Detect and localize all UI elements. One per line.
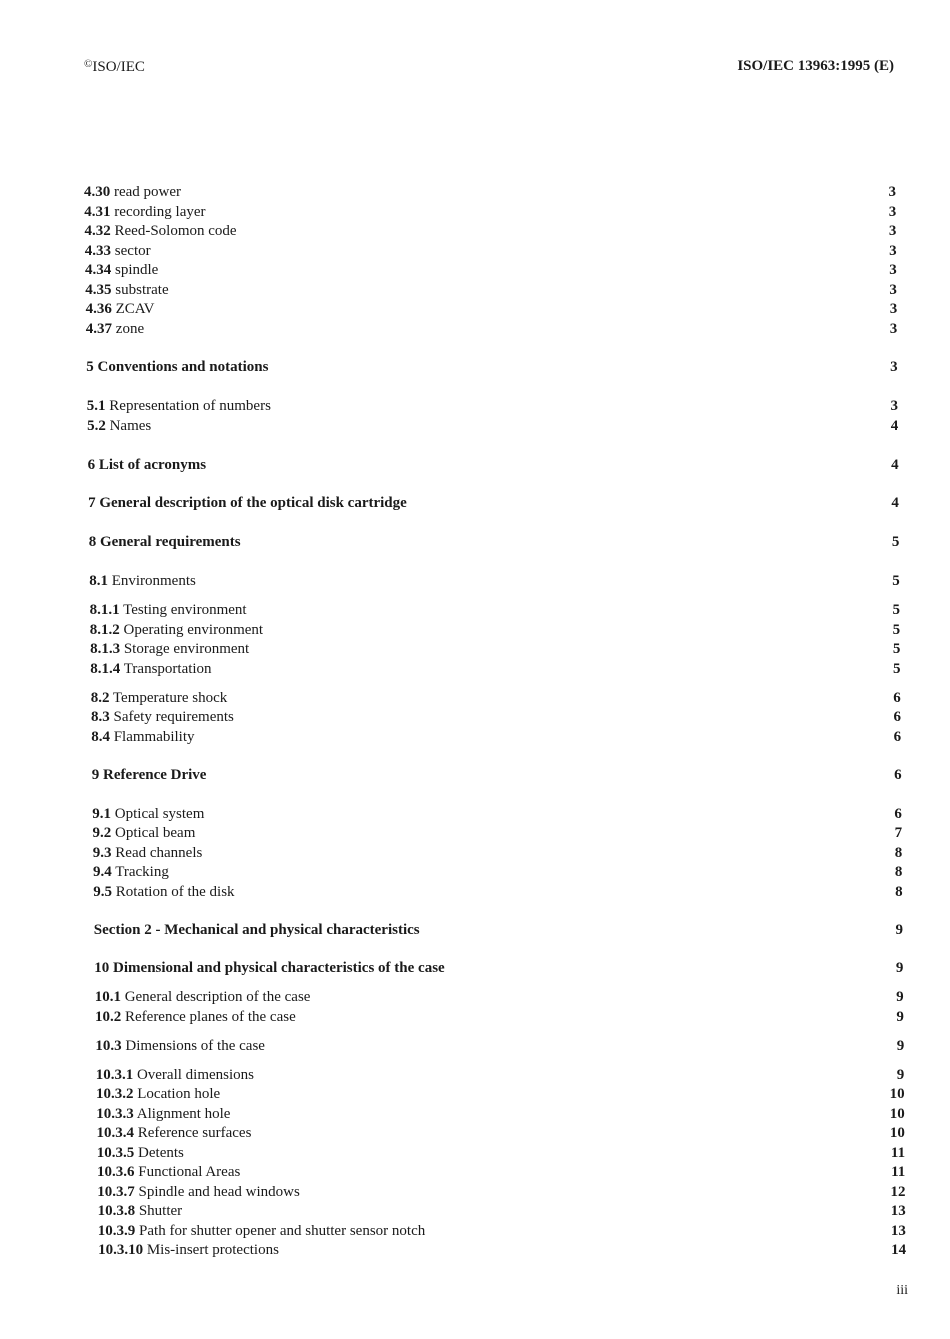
toc-entry (98, 1221, 906, 1241)
toc-entry-number: 10.1 (94, 989, 121, 1005)
toc-entry-title: Overall dimensions (136, 1067, 255, 1083)
toc-entry-page: 9 (896, 1009, 904, 1025)
toc-entry-title: Storage environment (123, 641, 250, 657)
toc-entry-number: 4.37 (85, 321, 113, 337)
toc-entry-title: ZCAV (115, 301, 155, 317)
toc-entry-number: 10.3 (95, 1038, 122, 1054)
toc-entry (89, 532, 900, 552)
toc-entry-page: 10 (889, 1086, 905, 1102)
toc-entry-number: 8.2 (90, 690, 110, 706)
toc-entry (96, 1084, 905, 1104)
toc-entry-label (88, 455, 206, 475)
toc-entry-number: 5 (86, 359, 94, 375)
toc-entry (87, 396, 898, 416)
toc-entry-title: Alignment hole (136, 1106, 231, 1122)
toc-entry-page: 3 (890, 398, 898, 414)
toc-entry-page: 6 (893, 729, 902, 745)
toc-entry-title: Read channels (115, 845, 203, 861)
toc-entry-page: 9 (895, 960, 904, 976)
toc-entry-label (93, 823, 196, 843)
toc-entry-page: 5 (892, 622, 901, 638)
toc-entry (89, 571, 900, 591)
toc-entry-title: Environments (111, 573, 196, 589)
toc-entry-number: 5.2 (87, 418, 106, 434)
toc-entry-label (93, 882, 234, 902)
toc-entry-page: 11 (890, 1145, 906, 1161)
toc-entry-number: 8.1.1 (89, 602, 120, 618)
toc-entry-number: 9 (91, 767, 100, 783)
toc-entry-page: 5 (892, 641, 901, 657)
toc-entry-label (92, 765, 207, 785)
toc-entry-title: Testing environment (123, 602, 247, 618)
toc-entry-title: spindle (115, 262, 159, 278)
page-number: iii (896, 1283, 908, 1298)
toc-entry-label (91, 727, 194, 747)
toc-entry-page: 6 (893, 690, 901, 706)
toc-entry-label (85, 221, 237, 241)
toc-entry-number: 10.3.10 (98, 1242, 144, 1258)
toc-entry-title: Tracking (115, 864, 169, 880)
toc-entry-label (90, 639, 249, 659)
toc-entry-number: 10 (94, 960, 110, 976)
toc-entry-label (96, 1084, 220, 1104)
toc-entry (84, 182, 896, 202)
toc-entry (93, 823, 903, 843)
toc-entry-number: 9.3 (92, 845, 112, 861)
toc-entry-number: 4.33 (84, 243, 112, 259)
toc-entry-label (91, 688, 228, 708)
toc-entry-label (98, 1201, 183, 1221)
toc-entry (98, 1240, 906, 1260)
copyright-symbol: © (84, 58, 93, 70)
toc-entry-label (87, 396, 271, 416)
toc-entry-number: 4.35 (85, 282, 112, 298)
toc-entry-label (93, 843, 203, 863)
toc-entry (95, 987, 904, 1007)
toc-entry-page: 5 (892, 573, 900, 589)
toc-entry-page: 5 (891, 534, 900, 550)
toc-entry-label (84, 202, 205, 222)
toc-entry-title: Location hole (137, 1086, 221, 1102)
toc-entry-number: 10.3.9 (97, 1223, 136, 1239)
toc-entry-number: 4.36 (85, 301, 112, 317)
toc-entry (94, 920, 903, 940)
toc-entry-page: 8 (894, 845, 903, 861)
toc-entry-number: 4.30 (84, 184, 111, 200)
toc-entry-number: 9.5 (93, 884, 113, 900)
toc-entry-page: 3 (889, 262, 897, 278)
header-left-text: ISO/IEC (92, 59, 145, 75)
toc-entry (86, 357, 897, 377)
toc-entry-label (85, 260, 158, 280)
toc-entry (94, 958, 903, 978)
toc-entry-page: 4 (891, 495, 899, 511)
toc-entry-number: 10.3.5 (96, 1145, 135, 1161)
toc-entry-page: 6 (894, 806, 902, 822)
toc-entry-title: Path for shutter opener and shutter sensor notch (139, 1223, 426, 1239)
toc-entry (85, 280, 897, 300)
toc-entry-page: 4 (890, 418, 899, 434)
toc-entry (90, 600, 900, 620)
toc-entry-number: 10.3.2 (96, 1086, 134, 1102)
toc-entry (91, 727, 901, 747)
toc-entry-page: 7 (894, 825, 903, 841)
toc-entry-label (97, 1143, 184, 1163)
toc-entry-number: 8.4 (91, 729, 110, 745)
toc-entry-page: 6 (893, 709, 901, 725)
toc-entry-label (90, 620, 263, 640)
toc-entry-label (89, 571, 196, 591)
toc-entry (90, 639, 900, 659)
toc-entry-label (85, 241, 151, 261)
toc-entry-title: zone (115, 321, 145, 337)
toc-entry-label (98, 1221, 425, 1241)
toc-entry-label (86, 319, 144, 339)
toc-entry-title: General description of the case (124, 989, 311, 1005)
toc-entry-label (91, 707, 234, 727)
toc-entry (91, 707, 901, 727)
toc-entry-title: Rotation of the disk (115, 884, 235, 900)
toc-entry-title: Detents (138, 1145, 184, 1161)
toc-entry-number: 8.1.2 (89, 622, 120, 638)
toc-entry-label (90, 600, 247, 620)
toc-entry-title: Reference surfaces (137, 1125, 252, 1141)
toc-entry-page: 10 (889, 1125, 905, 1141)
toc-entry-label (94, 958, 444, 978)
toc-entry-number: 10.3.3 (96, 1106, 134, 1122)
toc-entry (93, 882, 902, 902)
toc-entry-label (86, 299, 155, 319)
toc-entry-label (85, 280, 168, 300)
toc-entry (85, 260, 897, 280)
toc-entry-title: Dimensions of the case (125, 1038, 265, 1054)
toc-entry (95, 1007, 904, 1027)
toc-entry-title: recording layer (114, 204, 206, 220)
toc-entry-label (95, 1036, 265, 1056)
toc-entry (97, 1182, 905, 1202)
toc-entry-page: 9 (895, 922, 903, 938)
toc-entry-page: 3 (889, 282, 897, 298)
toc-entry-page: 3 (889, 301, 898, 317)
toc-entry-number: 6 (87, 457, 96, 473)
toc-entry-title: Functional Areas (138, 1164, 241, 1180)
toc-entry (97, 1123, 905, 1143)
toc-entry-number: 8.3 (91, 709, 110, 725)
toc-entry (85, 221, 897, 241)
toc-entry-label (88, 493, 407, 513)
toc-entry-page: 12 (890, 1184, 906, 1200)
toc-entry-label (97, 1123, 252, 1143)
toc-entry-page: 9 (896, 989, 904, 1005)
toc-entry (85, 241, 897, 261)
toc-entry-label (97, 1162, 240, 1182)
toc-entry-page: 3 (889, 243, 897, 259)
toc-entry-title: Reference planes of the case (125, 1009, 296, 1025)
toc-entry-label (92, 804, 204, 824)
toc-entry-number: 4.32 (84, 223, 111, 239)
toc-entry-number: 10.3.6 (97, 1164, 135, 1180)
toc-entry (88, 455, 899, 475)
toc-entry-number: 10.2 (95, 1009, 122, 1025)
toc-entry-number: 8.1 (89, 573, 108, 589)
toc-entry (97, 1143, 905, 1163)
toc-entry-page: 8 (894, 864, 903, 880)
toc-entry-page: 3 (890, 359, 898, 375)
toc-entry-label (96, 1104, 230, 1124)
toc-entry-number: 10.3.4 (96, 1125, 134, 1141)
toc-entry-label (98, 1240, 279, 1260)
toc-entry-number: 9.1 (92, 806, 112, 822)
toc-entry-number: 10.3.1 (95, 1067, 134, 1083)
toc-entry-title: Dimensional and physical characteristics of the case (113, 960, 445, 976)
toc-entry-title: General description of the optical disk cartridge (99, 495, 407, 511)
toc-entry-label (93, 862, 169, 882)
toc-entry-number: Section 2 - (93, 922, 161, 938)
toc-entry (88, 493, 899, 513)
toc-entry-title: Transportation (123, 661, 212, 677)
toc-entry (91, 688, 901, 708)
toc-entry-title: Temperature shock (112, 690, 228, 706)
toc-entry-page: 13 (890, 1223, 906, 1239)
toc-entry-title: Mis-insert protections (146, 1242, 279, 1258)
toc-entry-title: read power (114, 184, 182, 200)
toc-entry-number: 10.3.7 (97, 1184, 135, 1200)
toc-entry-page: 11 (891, 1164, 906, 1180)
toc-entry (95, 1036, 904, 1056)
toc-entry-label (95, 1007, 296, 1027)
toc-entry-label (94, 920, 420, 940)
toc-entry-title: Representation of numbers (109, 398, 271, 414)
toc-entry-label (89, 532, 241, 552)
toc-entry-number: 4.31 (84, 204, 111, 220)
toc-entry-title: Reed-Solomon code (114, 223, 237, 239)
toc-entry-page: 14 (891, 1242, 907, 1258)
toc-entry-page: 9 (896, 1038, 905, 1054)
toc-entry-number: 9.4 (93, 864, 112, 880)
toc-entry-number: 4.34 (85, 262, 112, 278)
toc-entry-page: 3 (888, 223, 897, 239)
toc-entry-label (96, 1065, 254, 1085)
toc-entry-page: 4 (891, 457, 899, 473)
toc-entry-label (95, 987, 311, 1007)
toc-entry-title: substrate (115, 282, 169, 298)
toc-entry-title: Conventions and notations (97, 359, 269, 375)
header-document-id: ISO/IEC 13963:1995 (E) (737, 58, 894, 74)
toc-entry-page: 8 (895, 884, 903, 900)
toc-entry (97, 1162, 905, 1182)
toc-entry-title: Operating environment (123, 622, 264, 638)
toc-entry-page: 3 (888, 184, 896, 200)
toc-entry-title: Spindle and head windows (138, 1184, 300, 1200)
toc-entry-title: Reference Drive (103, 767, 207, 783)
toc-entry-title: Mechanical and physical characteristics (164, 922, 420, 938)
toc-entry (86, 319, 898, 339)
toc-entry-page: 6 (894, 767, 902, 783)
toc-entry-label (97, 1182, 299, 1202)
toc-entry-page: 10 (889, 1106, 905, 1122)
toc-entry-title: Optical system (114, 806, 205, 822)
toc-entry-number: 8.1.3 (90, 641, 121, 657)
toc-entry (86, 299, 898, 319)
toc-entry-page: 9 (896, 1067, 905, 1083)
toc-entry-number: 9.2 (92, 825, 112, 841)
toc-entry (98, 1201, 906, 1221)
toc-entry (93, 862, 902, 882)
toc-entry-number: 5.1 (86, 398, 106, 414)
toc-entry-title: Names (109, 418, 152, 434)
toc-entry-page: 3 (888, 204, 897, 220)
toc-entry-page: 5 (892, 602, 900, 618)
toc-entry (84, 202, 896, 222)
toc-entry-label (86, 357, 268, 377)
toc-entry-page: 5 (892, 661, 901, 677)
toc-entry (96, 1104, 905, 1124)
toc-entry-number: 8 (88, 534, 97, 550)
toc-entry (92, 765, 902, 785)
toc-entry-title: sector (114, 243, 151, 259)
toc-entry (92, 804, 902, 824)
toc-entry-title: Optical beam (115, 825, 196, 841)
toc-entry (90, 659, 900, 679)
toc-entry-title: Safety requirements (113, 709, 234, 725)
toc-entry (87, 416, 898, 436)
toc-entry-label (87, 416, 151, 436)
toc-entry-label (90, 659, 211, 679)
toc-entry-number: 10.3.8 (97, 1203, 136, 1219)
toc-entry-title: Shutter (138, 1203, 183, 1219)
toc-entry (93, 843, 903, 863)
toc-entry (90, 620, 900, 640)
toc-entry-number: 7 (88, 495, 96, 511)
toc-entry-title: Flammability (113, 729, 195, 745)
toc-entry (96, 1065, 905, 1085)
toc-entry-title: General requirements (99, 534, 241, 550)
toc-entry-page: 13 (890, 1203, 906, 1219)
toc-entry-page: 3 (889, 321, 898, 337)
toc-entry-label (84, 182, 181, 202)
toc-entry-title: List of acronyms (98, 457, 207, 473)
toc-entry-number: 8.1.4 (90, 661, 121, 677)
